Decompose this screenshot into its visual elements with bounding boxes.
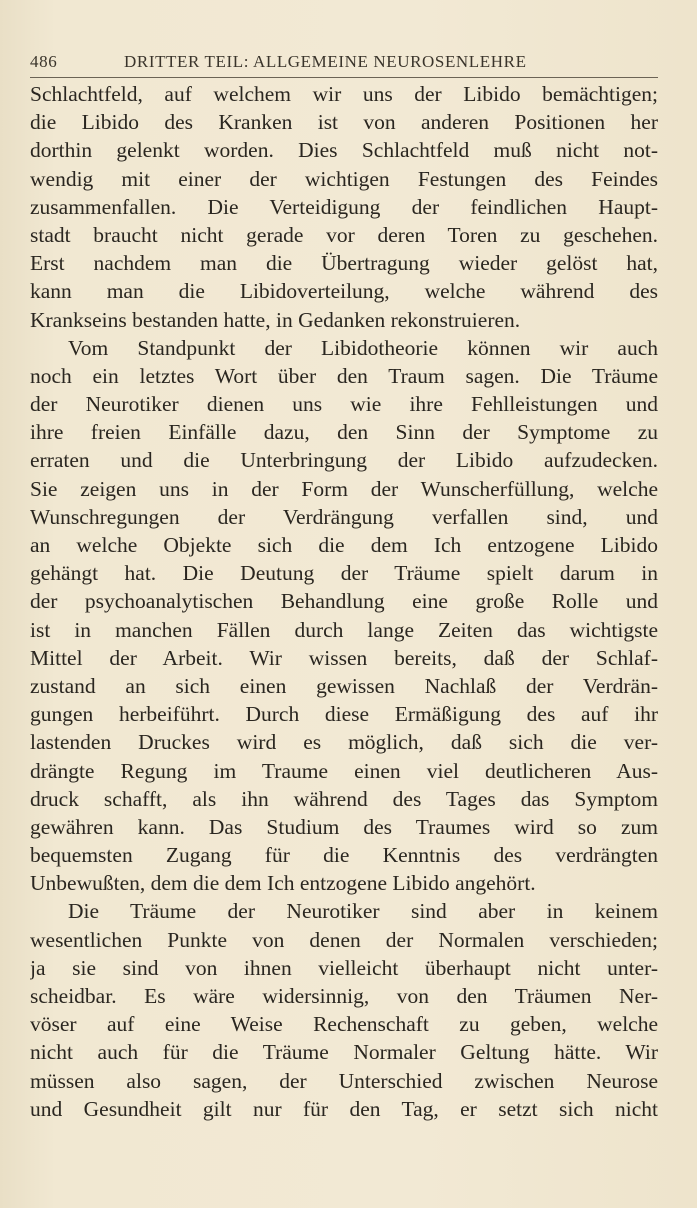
text-line: an welche Objekte sich die dem Ich entzogene Libido (30, 533, 658, 557)
text-line: kann man die Libidoverteilung, welche während des (30, 279, 658, 304)
text-line: scheidbar. Es wäre widersinnig, von den Träumen Ner- (30, 984, 658, 1008)
text-line: erraten und die Unterbringung der Libido aufzudecken. (30, 448, 658, 473)
text-line: ihre freien Einfälle dazu, den Sinn der Symptome zu (30, 420, 658, 445)
text-line: Sie zeigen uns in der Form der Wunscherfüllung, welche (30, 476, 658, 501)
text-line: Schlachtfeld, auf welchem wir uns der Libido bemächtigen; (30, 82, 658, 106)
text-line: und Gesundheit gilt nur für den Tag, er setzt sich nicht (30, 1096, 658, 1121)
text-line: drängte Regung im Traume einen viel deutlicheren Aus- (30, 758, 658, 783)
text-line: Mittel der Arbeit. Wir wissen bereits, daß der Schlaf- (30, 645, 658, 670)
body-text (30, 80, 658, 1123)
text-line: lastenden Druckes wird es möglich, daß sich die ver- (30, 730, 658, 755)
text-line: Die Träume der Neurotiker sind aber in keinem (68, 899, 658, 924)
header-rule (30, 77, 658, 78)
text-line: gungen herbeiführt. Durch diese Ermäßigung des auf ihr (30, 702, 658, 727)
text-line: wendig mit einer der wichtigen Festungen des Feindes (30, 166, 658, 191)
text-line: Vom Standpunkt der Libidotheorie können wir auch (68, 335, 658, 360)
text-line: Unbewußten, dem die dem Ich entzogene Libido angehört. (30, 871, 536, 896)
page-number: 486 (30, 52, 58, 71)
text-line: gehängt hat. Die Deutung der Träume spielt darum in (30, 561, 658, 586)
text-line: nicht auch für die Träume Normaler Geltung hätte. Wir (30, 1040, 658, 1065)
text-line: die Libido des Kranken ist von anderen Positionen her (30, 110, 658, 135)
text-line: Erst nachdem man die Übertragung wieder gelöst hat, (30, 251, 658, 276)
text-line: der psychoanalytischen Behandlung eine große Rolle und (30, 589, 658, 614)
text-line: der Neurotiker dienen uns wie ihre Fehlleistungen und (30, 392, 658, 417)
text-line: zusammenfallen. Die Verteidigung der feindlichen Haupt- (30, 194, 658, 219)
text-line: vöser auf eine Weise Rechenschaft zu geben, welche (30, 1012, 658, 1037)
text-line: müssen also sagen, der Unterschied zwischen Neurose (30, 1068, 658, 1093)
text-line: stadt braucht nicht gerade vor deren Toren zu geschehen. (30, 222, 658, 247)
text-line: Krankseins bestanden hatte, in Gedanken rekonstruieren. (30, 307, 521, 332)
text-line: wesentlichen Punkte von denen der Normalen verschieden; (30, 927, 658, 952)
text-line: ist in manchen Fällen durch lange Zeiten das wichtigste (30, 617, 658, 642)
text-line: gewähren kann. Das Studium des Traumes wird so zum (30, 814, 658, 839)
text-line: ja sie sind von ihnen vielleicht überhaupt nicht unter- (30, 955, 658, 980)
text-line: bequemsten Zugang für die Kenntnis des verdrängten (30, 843, 658, 868)
page-header (30, 50, 658, 76)
text-line: Wunschregungen der Verdrängung verfallen sind, und (30, 504, 658, 529)
text-line: noch ein letztes Wort über den Traum sagen. Die Träume (30, 363, 658, 388)
text-line: zustand an sich einen gewissen Nachlaß der Verdrän- (30, 673, 658, 698)
running-head: DRITTER TEIL: ALLGEMEINE NEUROSENLEHRE (124, 52, 527, 71)
text-line: druck schafft, als ihn während des Tages das Symptom (30, 786, 658, 811)
text-line: dorthin gelenkt worden. Dies Schlachtfeld muß nicht not- (30, 138, 658, 163)
